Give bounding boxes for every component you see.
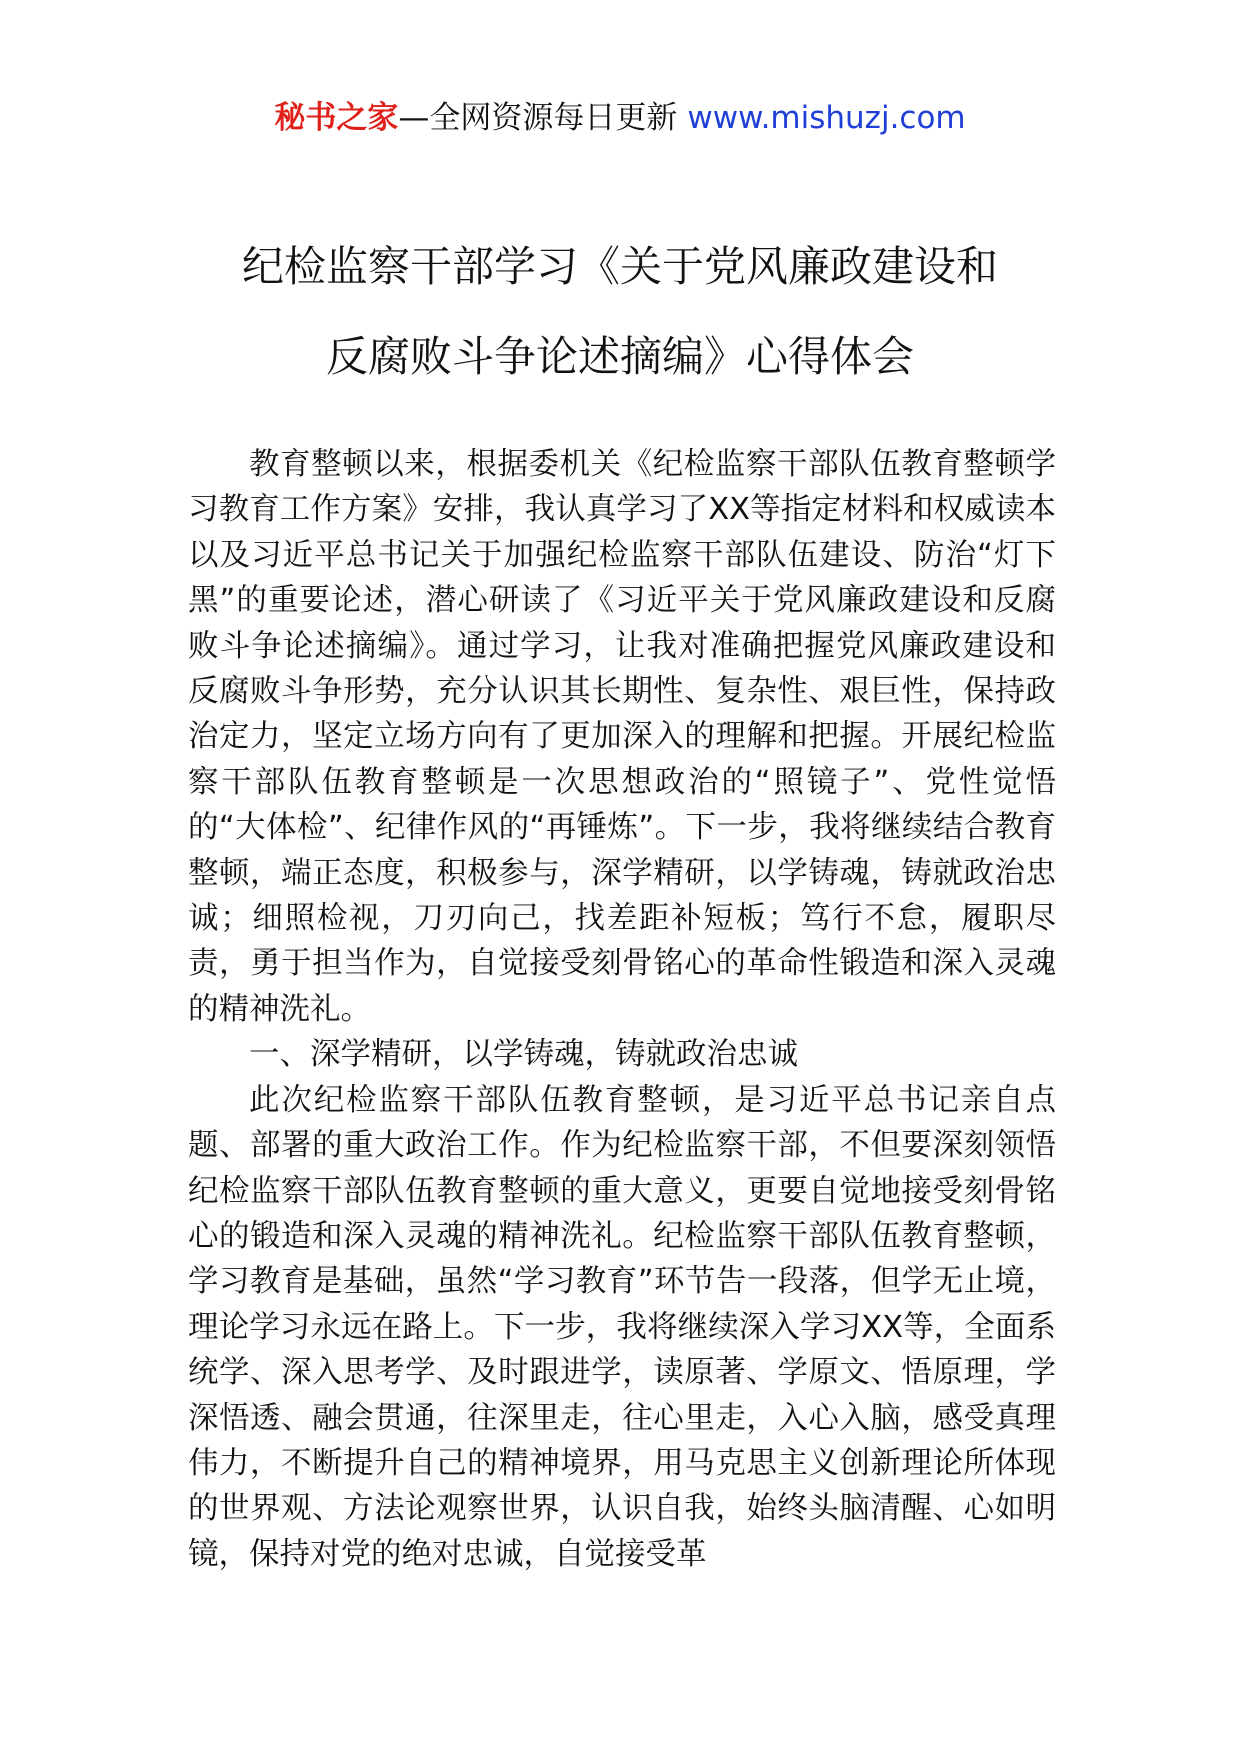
title-line-2: 反腐败斗争论述摘编》心得体会 [325, 332, 914, 381]
section-heading-1: 一、深学精研，以学铸魂，铸就政治忠诚 [249, 1037, 798, 1073]
brand-name: 秘书之家 [274, 100, 399, 136]
site-url-link[interactable]: www.mishuzj.com [687, 100, 966, 136]
paragraph-intro: 教育整顿以来，根据委机关《纪检监察干部队伍教育整顿学习教育工作方案》安排，我认真学习了XX等指定材料和权威读本以及习近平总书记关于加强纪检监察干部队伍建设、防治“灯下黑”的重要论述，潜心研读了《习近平关于党风廉政建设和反腐败斗争论述摘编》。通过学习，让我对准确把握党风廉政建设和反腐败斗争形势，充分认识其长期性、复杂性、艰巨性，保持政治定力，坚定立场方向有了更加深入的理解和把握。开展纪检监察干部队伍教育整顿是一次思想政治的“照镜子”、党性觉悟的“大体检”、纪律作风的“再锤炼”。下一步，我将继续结合教育整顿，端正态度，积极参与，深学精研，以学铸魂，铸就政治忠诚；细照检视，刀刃向己，找差距补短板；笃行不怠，履职尽责，勇于担当作为，自觉接受刻骨铭心的革命性锻造和深入灵魂的精神洗礼。 [188, 447, 1056, 1027]
site-header [0, 98, 1240, 138]
document-body [188, 442, 1056, 1577]
header-slogan: 全网资源每日更新 [429, 100, 678, 136]
document-title [150, 222, 1090, 402]
paragraph-section-1: 此次纪检监察干部队伍教育整顿，是习近平总书记亲自点题、部署的重大政治工作。作为纪检监察干部，不但要深刻领悟纪检监察干部队伍教育整顿的重大意义，更要自觉地接受刻骨铭心的锻造和深入灵魂的精神洗礼。纪检监察干部队伍教育整顿，学习教育是基础，虽然“学习教育”环节告一段落，但学无止境，理论学习永远在路上。下一步，我将继续深入学习XX等，全面系统学、深入思考学、及时跟进学，读原著、学原文、悟原理，学深悟透、融会贯通，往深里走，往心里走，入心入脑，感受真理伟力，不断提升自己的精神境界，用马克思主义创新理论所体现的世界观、方法论观察世界，认识自我，始终头脑清醒、心如明镜，保持对党的绝对忠诚，自觉接受革 [188, 1082, 1056, 1572]
header-dash: — [398, 100, 430, 136]
title-line-1: 纪检监察干部学习《关于党风廉政建设和 [241, 242, 998, 291]
